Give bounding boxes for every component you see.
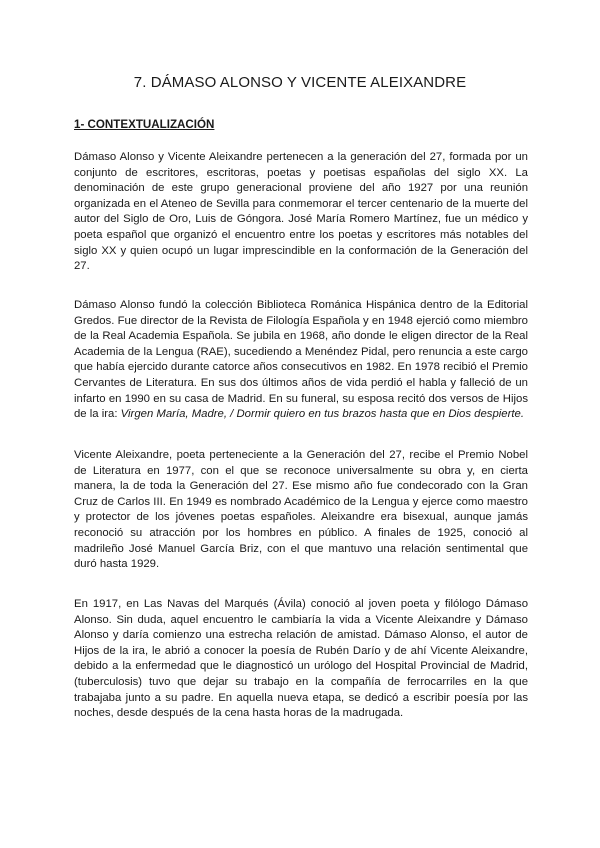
paragraph-encuentro-1917: En 1917, en Las Navas del Marqués (Ávila) conoció al joven poeta y filólogo Dámaso Alonso. Sin duda, aquel encuentro le cambiaría la vida a Vicente Aleixandre y Dámaso Alonso y daría comienzo una estrecha relación de amistad. Dámaso Alonso, el autor de Hijos de la ira, le abrió a conocer la poesía de Rubén Darío y de ahí Vicente Aleixandre, debido a la enfermedad que le diagnosticó un urólogo del Hospital Provincial de Madrid, (tuberculosis) tuvo que dejar su trabajo en la compañía de ferrocarriles en la que trabajaba junto a su padre. En aquella nueva etapa, se dedicó a escribir poesía por las noches, desde después de la cena hasta horas de la madrugada. (74, 598, 528, 720)
section-heading: 1- CONTEXTUALIZACIÓN (74, 118, 215, 131)
paragraph-damaso-alonso (74, 298, 528, 423)
poem-quote: Virgen María, Madre, / Dormir quiero en tus brazos hasta que en Dios despierte. (120, 408, 524, 421)
paragraph-generacion-27: Dámaso Alonso y Vicente Aleixandre pertenecen a la generación del 27, formada por un conjunto de escritores, escritoras, poetas y poetisas españolas del siglo XX. La denominación de este grupo generacional proviene del año 1927 por una reunión organizada en el Ateneo de Sevilla para conmemorar el tercer centenario de la muerte del autor del Siglo de Oro, Luis de Góngora. José María Romero Martínez, fue un médico y poeta español que organizó el encuentro entre los poetas y escritores más notables del siglo XX y quien ocupó un lugar imprescindible en la conformación de la Generación del 27. (74, 151, 528, 273)
paragraph-vicente-aleixandre: Vicente Aleixandre, poeta perteneciente a la Generación del 27, recibe el Premio Nobel de Literatura en 1977, con el que se reconoce universalmente su obra y, en cierta manera, la de toda la Generación del 27. Ese mismo año fue condecorado con la Gran Cruz de Carlos III. En 1949 es nombrado Académico de la Lengua y ejerce como maestro y protector de los jóvenes poetas españoles. Aleixandre era bisexual, aunque jamás reconoció su atracción por los hombres en público. A finales de 1925, conoció al madrileño José Manuel García Briz, con el que mantuvo una relación sentimental que duró hasta 1929. (74, 449, 528, 571)
document-title: 7. DÁMASO ALONSO Y VICENTE ALEIXANDRE (133, 74, 467, 91)
paragraph-damaso-alonso-text: Dámaso Alonso fundó la colección Biblioteca Románica Hispánica dentro de la Editorial Gredos. Fue director de la Revista de Filología Española y en 1948 ejerció como miembro de la Real Academia Española. Se jubila en 1968, año donde le eligen director de la Real Academia de la Lengua (RAE), sucediendo a Menéndez Pidal, pero renuncia a este cargo que había ejercido durante catorce años consecutivos en 1982. En 1978 recibió el Premio Cervantes de Literatura. En sus dos últimos años de vida perdió el habla y falleció de un infarto en 1990 en su casa de Madrid. En su funeral, su esposa recitó dos versos de Hijos de la ira: (74, 299, 528, 421)
